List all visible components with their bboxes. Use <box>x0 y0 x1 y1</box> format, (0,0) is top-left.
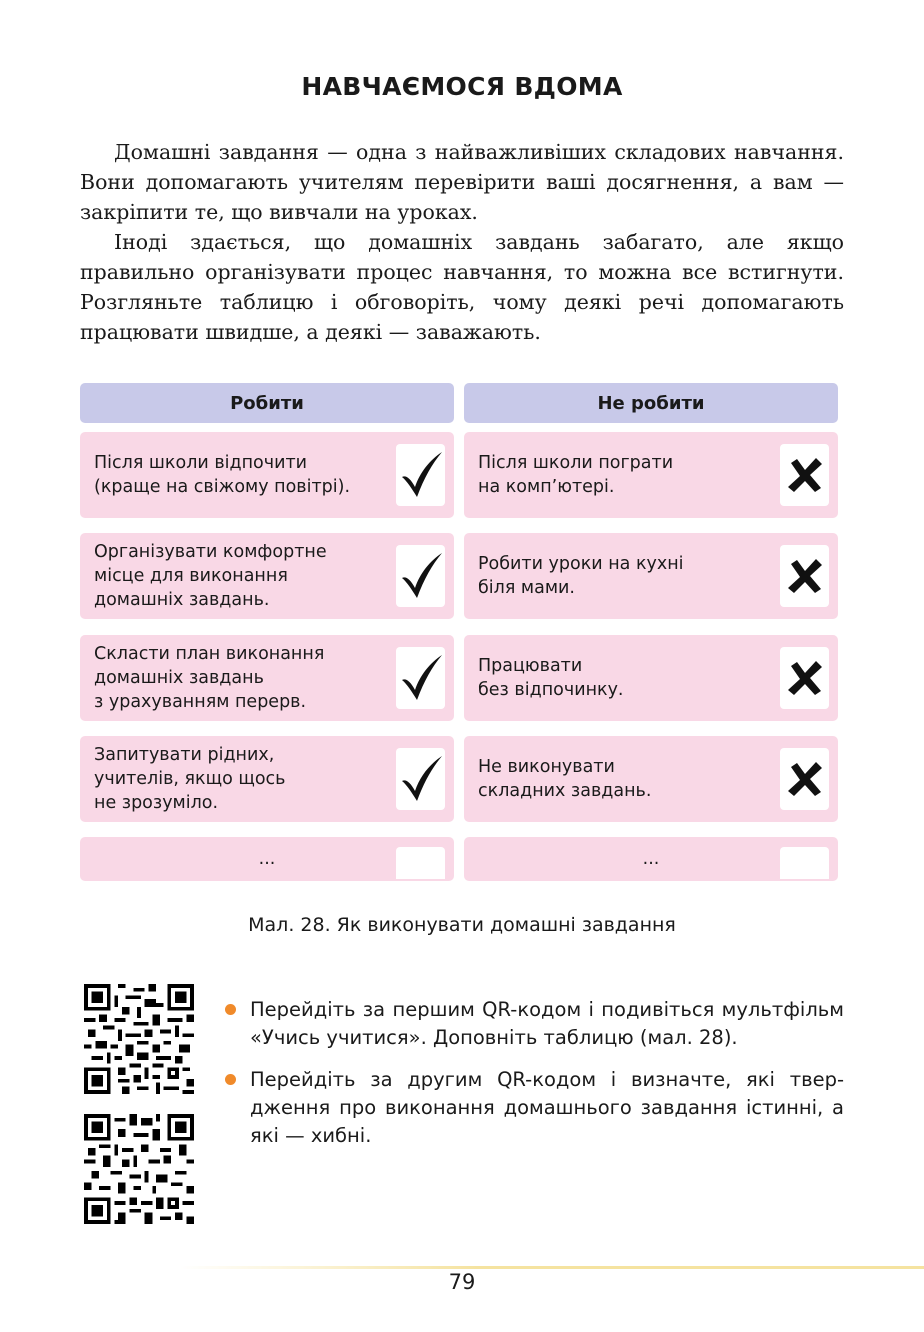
empty-mark-box <box>780 847 829 879</box>
dont-item <box>464 533 838 619</box>
checkmark-icon <box>396 647 445 709</box>
cross-icon <box>780 647 829 709</box>
page-title: НАВЧАЄМОСЯ ВДОМА <box>301 72 623 101</box>
dont-item <box>464 432 838 518</box>
qr-code-icon[interactable] <box>84 984 194 1094</box>
footer-divider <box>180 1266 924 1269</box>
empty-mark-box <box>396 847 445 879</box>
paragraph-2: Іноді здається, що домашніх завдань забагато, але якщо правильно організувати процес навчання, то можна все встигнути. Розгляньте таблицю і обговоріть, чому деякі речі допомагають працювати швидше, а деякі — заважають. <box>80 230 844 344</box>
do-item-placeholder <box>80 837 454 881</box>
dont-item-text: Робити уроки на кухні біля мами. <box>478 554 684 598</box>
dont-column-header: Не робити <box>464 383 838 423</box>
dont-item-text: Не виконувати складних завдань. <box>478 757 652 801</box>
paragraph-1: Домашні завдання — одна з найважливіших складових навчання. Вони допомагають учителям перевірити ваші досягнення, а вам — закріпити те, що вивчали на уроках. <box>80 140 844 224</box>
qr-code-icon[interactable] <box>84 1114 194 1224</box>
do-item-text: Запитувати рідних, учителів, якщо щось не зрозуміло. <box>94 745 286 813</box>
bullet-dot-icon <box>225 1004 236 1015</box>
placeholder-text: ... <box>642 849 660 869</box>
figure-caption: Мал. 28. Як виконувати домашні завдання <box>248 914 676 936</box>
do-item <box>80 533 454 619</box>
do-item-text: Після школи відпочити (краще на свіжому повітрі). <box>94 453 351 497</box>
dont-item-text: Після школи пограти на комп’ютері. <box>478 453 674 497</box>
do-item <box>80 635 454 721</box>
do-column-header: Робити <box>80 383 454 423</box>
task-text: Перейдіть за другим QR-кодом і визначте, які твердження про виконання домашнього завдання істинні, а які — хибні. <box>250 1068 844 1147</box>
do-item <box>80 736 454 822</box>
dont-item <box>464 635 838 721</box>
cross-icon <box>780 545 829 607</box>
checkmark-icon <box>396 444 445 506</box>
do-item-text: Скласти план виконання домашніх завдань з урахуванням перерв. <box>94 644 325 712</box>
checkmark-icon <box>396 545 445 607</box>
dont-item-text: Працювати без відпочинку. <box>478 656 624 700</box>
do-item-text: Організувати комфортне місце для виконання домашніх завдань. <box>94 542 327 610</box>
task-text: Перейдіть за першим QR-кодом і подивіться мультфільм «Учись учитися». Доповніть таблицю (мал. 28). <box>250 998 844 1049</box>
placeholder-text: ... <box>258 849 276 869</box>
checkmark-icon <box>396 748 445 810</box>
dont-item-placeholder <box>464 837 838 881</box>
task-item <box>224 1066 844 1150</box>
page-number: 79 <box>448 1270 476 1294</box>
do-item <box>80 432 454 518</box>
cross-icon <box>780 748 829 810</box>
task-list <box>224 996 844 1164</box>
dont-item <box>464 736 838 822</box>
bullet-dot-icon <box>225 1074 236 1085</box>
task-item <box>224 996 844 1052</box>
cross-icon <box>780 444 829 506</box>
